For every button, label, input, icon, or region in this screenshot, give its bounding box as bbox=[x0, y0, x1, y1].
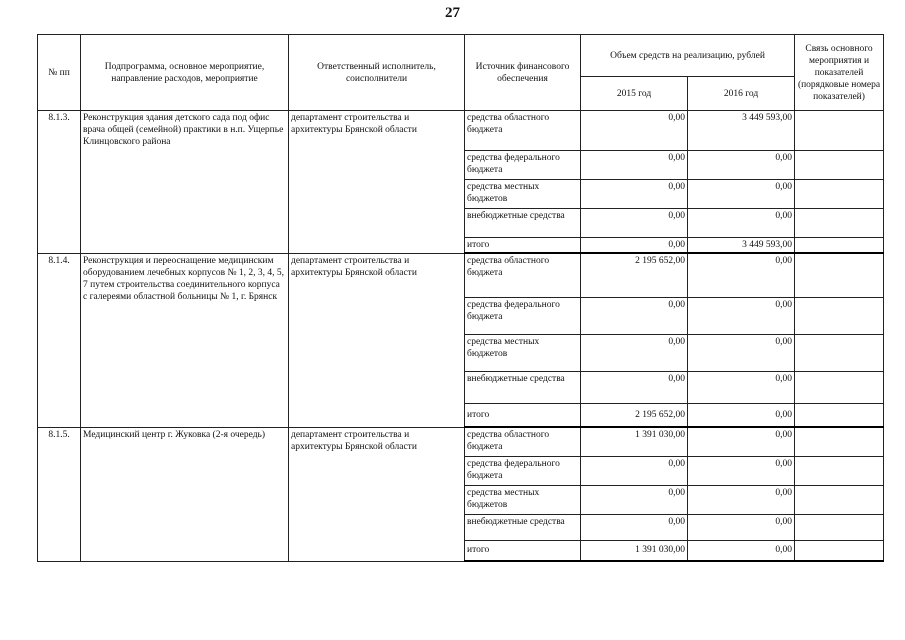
link-cell bbox=[795, 540, 884, 561]
value-2015: 0,00 bbox=[581, 111, 688, 151]
value-2016: 0,00 bbox=[688, 456, 795, 485]
link-cell bbox=[795, 297, 884, 334]
value-2015: 0,00 bbox=[581, 238, 688, 254]
value-2016: 0,00 bbox=[688, 180, 795, 209]
link-cell bbox=[795, 514, 884, 540]
value-2015: 0,00 bbox=[581, 151, 688, 180]
link-cell bbox=[795, 371, 884, 403]
link-cell bbox=[795, 253, 884, 297]
value-2016: 0,00 bbox=[688, 427, 795, 456]
value-2015: 0,00 bbox=[581, 209, 688, 238]
value-2016: 0,00 bbox=[688, 334, 795, 371]
value-2015: 0,00 bbox=[581, 371, 688, 403]
source-cell: внебюджетные средства bbox=[465, 209, 581, 238]
value-2015: 2 195 652,00 bbox=[581, 403, 688, 427]
page-number: 27 bbox=[445, 5, 460, 21]
source-cell: итого bbox=[465, 403, 581, 427]
value-2015: 2 195 652,00 bbox=[581, 253, 688, 297]
header-executor: Ответственный исполнитель, соисполнители bbox=[289, 35, 465, 111]
source-cell: средства федерального бюджета bbox=[465, 151, 581, 180]
value-2015: 0,00 bbox=[581, 485, 688, 514]
header-year-2016: 2016 год bbox=[688, 77, 795, 111]
source-cell: итого bbox=[465, 540, 581, 561]
header-funds: Объем средств на реализацию, рублей bbox=[581, 35, 795, 77]
value-2015: 1 391 030,00 bbox=[581, 427, 688, 456]
value-2016: 0,00 bbox=[688, 209, 795, 238]
link-cell bbox=[795, 427, 884, 456]
link-cell bbox=[795, 403, 884, 427]
item-num: 8.1.5. bbox=[38, 427, 81, 561]
value-2016: 0,00 bbox=[688, 151, 795, 180]
table-row bbox=[38, 427, 884, 456]
source-cell: средства местных бюджетов bbox=[465, 485, 581, 514]
value-2015: 0,00 bbox=[581, 514, 688, 540]
value-2016: 0,00 bbox=[688, 485, 795, 514]
value-2016: 0,00 bbox=[688, 540, 795, 561]
value-2016: 0,00 bbox=[688, 371, 795, 403]
table-row bbox=[38, 111, 884, 151]
link-cell bbox=[795, 111, 884, 151]
value-2016: 0,00 bbox=[688, 253, 795, 297]
value-2015: 0,00 bbox=[581, 456, 688, 485]
value-2016: 0,00 bbox=[688, 403, 795, 427]
value-2016: 3 449 593,00 bbox=[688, 111, 795, 151]
value-2016: 3 449 593,00 bbox=[688, 238, 795, 254]
budget-table bbox=[37, 34, 884, 562]
value-2015: 1 391 030,00 bbox=[581, 540, 688, 561]
source-cell: внебюджетные средства bbox=[465, 514, 581, 540]
link-cell bbox=[795, 238, 884, 254]
source-cell: средства местных бюджетов bbox=[465, 180, 581, 209]
source-cell: средства областного бюджета bbox=[465, 253, 581, 297]
source-cell: средства местных бюджетов bbox=[465, 334, 581, 371]
item-name: Реконструкция здания детского сада под офис врача общей (семейной) практики в н.п. Ущерпье Клинцовского района bbox=[81, 111, 289, 254]
link-cell bbox=[795, 456, 884, 485]
item-executor: департамент строительства и архитектуры Брянской области bbox=[289, 427, 465, 561]
link-cell bbox=[795, 209, 884, 238]
header-program: Подпрограмма, основное мероприятие, направление расходов, мероприятие bbox=[81, 35, 289, 111]
source-cell: средства федерального бюджета bbox=[465, 297, 581, 334]
value-2015: 0,00 bbox=[581, 297, 688, 334]
header-year-2015: 2015 год bbox=[581, 77, 688, 111]
value-2016: 0,00 bbox=[688, 514, 795, 540]
source-cell: средства федерального бюджета bbox=[465, 456, 581, 485]
item-name: Медицинский центр г. Жуковка (2-я очередь) bbox=[81, 427, 289, 561]
item-num: 8.1.4. bbox=[38, 253, 81, 427]
link-cell bbox=[795, 151, 884, 180]
header-source: Источник финансового обеспечения bbox=[465, 35, 581, 111]
header-link: Связь основного мероприятия и показателей (порядковые номера показателей) bbox=[795, 35, 884, 111]
source-cell: внебюджетные средства bbox=[465, 371, 581, 403]
item-num: 8.1.3. bbox=[38, 111, 81, 254]
link-cell bbox=[795, 180, 884, 209]
link-cell bbox=[795, 334, 884, 371]
table-row bbox=[38, 253, 884, 297]
item-executor: департамент строительства и архитектуры Брянской области bbox=[289, 253, 465, 427]
value-2015: 0,00 bbox=[581, 180, 688, 209]
link-cell bbox=[795, 485, 884, 514]
source-cell: средства областного бюджета bbox=[465, 427, 581, 456]
source-cell: итого bbox=[465, 238, 581, 254]
source-cell: средства областного бюджета bbox=[465, 111, 581, 151]
value-2016: 0,00 bbox=[688, 297, 795, 334]
item-name: Реконструкция и переоснащение медицинским оборудованием лечебных корпусов № 1, 2, 3, 4, 5, 7 путем строительства соединительного корпуса с галереями областной больницы № 1, г. Брянск bbox=[81, 253, 289, 427]
header-num: № пп bbox=[38, 35, 81, 111]
value-2015: 0,00 bbox=[581, 334, 688, 371]
item-executor: департамент строительства и архитектуры Брянской области bbox=[289, 111, 465, 254]
